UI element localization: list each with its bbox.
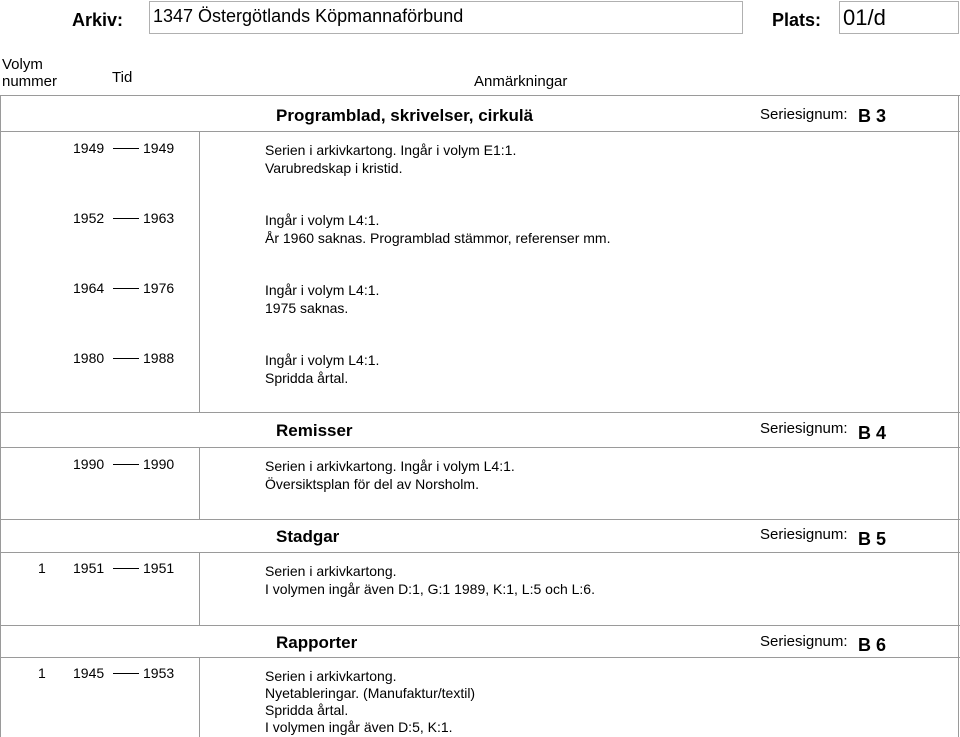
entry-note: Ingår i volym L4:1. (265, 212, 380, 228)
section-divider (0, 552, 960, 553)
entry-from-year: 1990 (73, 456, 105, 472)
arkiv-label: Arkiv: (72, 10, 124, 30)
seriesignum-label: Seriesignum: (760, 420, 848, 437)
section-title: Rapporter (276, 633, 358, 652)
seriesignum-label: Seriesignum: (760, 633, 848, 650)
entry-to-year: 1988 (143, 350, 175, 366)
column-divider (199, 552, 200, 625)
entry-from-year: 1964 (73, 280, 105, 296)
year-range-dash (113, 464, 139, 465)
section-title: Stadgar (276, 527, 340, 546)
entry-to-year: 1953 (143, 665, 175, 681)
right-frame (958, 95, 959, 737)
entry-note: 1975 saknas. (265, 300, 349, 316)
section-divider (0, 412, 960, 413)
entry-note: Serien i arkivkartong. Ingår i volym E1:1. (265, 142, 517, 158)
entry-note: I volymen ingår även D:1, G:1 1989, K:1, L:5 och L:6. (265, 581, 595, 597)
section-divider (0, 657, 960, 658)
year-range-dash (113, 288, 139, 289)
entry-from-year: 1949 (73, 140, 105, 156)
year-range-dash (113, 218, 139, 219)
entry-note: I volymen ingår även D:5, K:1. (265, 719, 453, 735)
entry-note: Nyetableringar. (Manufaktur/textil) (265, 685, 476, 701)
plats-label: Plats: (772, 10, 822, 30)
entry-note: Serien i arkivkartong. Ingår i volym L4:1. (265, 458, 515, 474)
seriesignum-value: B 4 (858, 423, 887, 443)
entry-note: År 1960 saknas. Programblad stämmor, referenser mm. (265, 230, 611, 246)
arkiv-value-field (149, 1, 743, 34)
year-range-dash (113, 673, 139, 674)
entry-note: Översiktsplan för del av Norsholm. (265, 476, 479, 492)
section-divider (0, 131, 960, 132)
year-range-dash (113, 358, 139, 359)
entry-from-year: 1980 (73, 350, 105, 366)
column-divider (199, 131, 200, 412)
left-frame (0, 95, 1, 737)
entry-from-year: 1952 (73, 210, 105, 226)
seriesignum-label: Seriesignum: (760, 106, 848, 123)
entry-note: Serien i arkivkartong. (265, 563, 397, 579)
column-header-tid: Tid (112, 69, 133, 86)
entry-to-year: 1976 (143, 280, 175, 296)
section-divider (0, 519, 960, 520)
seriesignum-label: Seriesignum: (760, 526, 848, 543)
plats-value: 01/d (843, 5, 886, 30)
entry-to-year: 1951 (143, 560, 175, 576)
column-header-anmarkningar: Anmärkningar (474, 73, 568, 90)
column-divider (199, 657, 200, 737)
entry-note: Serien i arkivkartong. (265, 668, 397, 684)
header-divider (0, 95, 960, 96)
entry-volume-number: 1 (38, 665, 46, 681)
seriesignum-value: B 3 (858, 106, 887, 126)
section-divider (0, 625, 960, 626)
column-header-volym: Volym nummer (2, 56, 58, 90)
entry-note: Ingår i volym L4:1. (265, 352, 380, 368)
year-range-dash (113, 568, 139, 569)
year-range-dash (113, 148, 139, 149)
entry-note: Varubredskap i kristid. (265, 160, 403, 176)
section-divider (0, 447, 960, 448)
entry-from-year: 1945 (73, 665, 105, 681)
entry-to-year: 1990 (143, 456, 175, 472)
section-title: Remisser (276, 421, 353, 440)
entry-volume-number: 1 (38, 560, 46, 576)
arkiv-value: 1347 Östergötlands Köpmannaförbund (153, 6, 464, 26)
plats-value-field (839, 1, 959, 34)
entry-note: Spridda årtal. (265, 370, 349, 386)
section-title: Programblad, skrivelser, cirkulä (276, 106, 534, 125)
column-divider (199, 447, 200, 519)
entry-note: Spridda årtal. (265, 702, 349, 718)
entry-from-year: 1951 (73, 560, 105, 576)
entry-to-year: 1963 (143, 210, 175, 226)
entry-note: Ingår i volym L4:1. (265, 282, 380, 298)
entry-to-year: 1949 (143, 140, 175, 156)
seriesignum-value: B 6 (858, 635, 887, 655)
seriesignum-value: B 5 (858, 529, 887, 549)
